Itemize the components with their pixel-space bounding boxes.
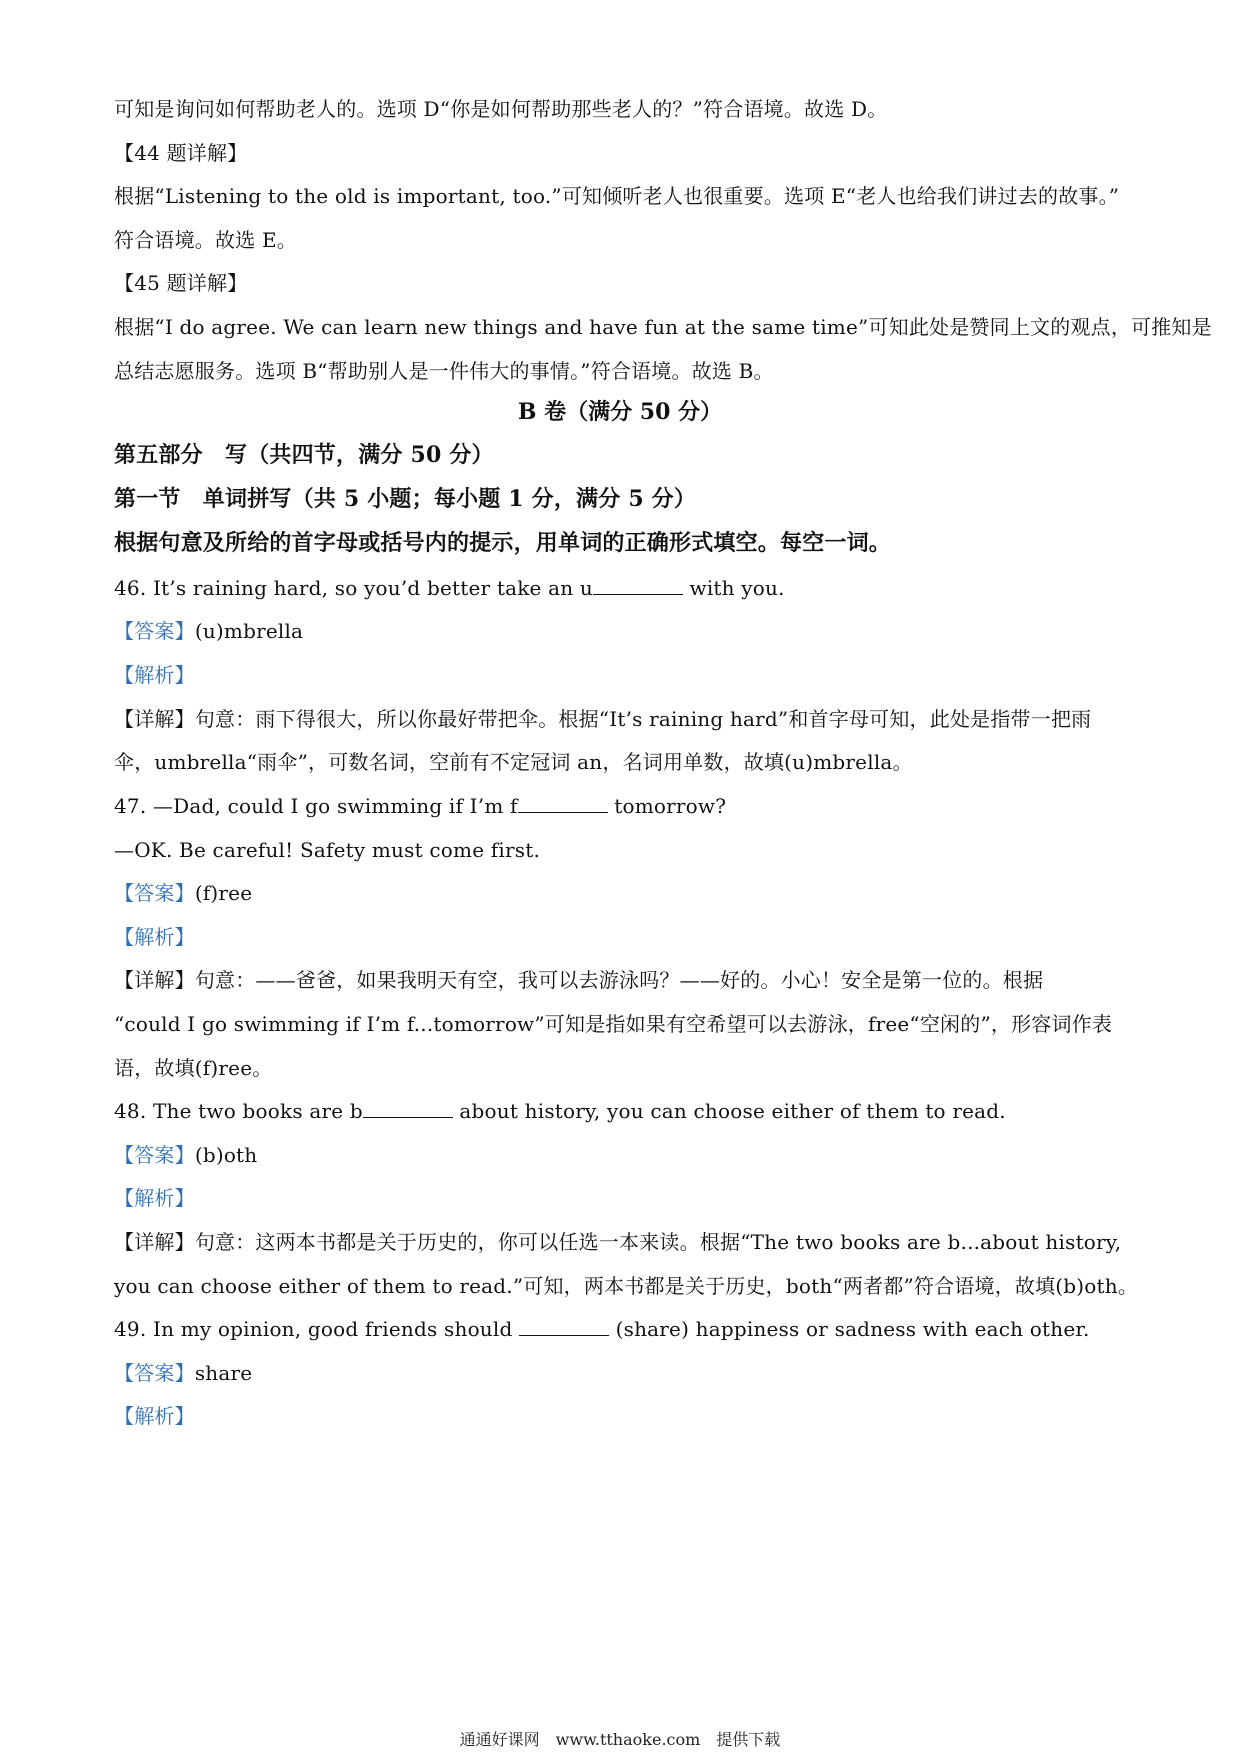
answer-tag: 【答案】 (114, 619, 195, 643)
explanation-47 (114, 967, 1134, 993)
question-text: 49. In my opinion, good friends should (114, 1317, 520, 1341)
detail-text: 句意：——爸爸，如果我明天有空，我可以去游泳吗？——好的。小心！安全是第一位的。根据 (194, 968, 1044, 992)
instructions: 根据句意及所给的首字母或括号内的提示，用单词的正确形式填空。每空一词。 (114, 530, 892, 556)
answer-49 (114, 1360, 1134, 1386)
text-line: 语，故填(f)ree。 (114, 1056, 273, 1080)
question-text: 47. —Dad, could I go swimming if I’m f (114, 794, 518, 818)
detail-tag: 【详解】 (114, 968, 195, 992)
question-text: (share) happiness or sadness with each other. (609, 1317, 1090, 1341)
answer-blank (518, 796, 608, 813)
question-48 (114, 1098, 1134, 1124)
text-line: 符合语境。故选 E。 (114, 228, 297, 252)
text-line: “could I go swimming if I’m f...tomorrow”可知是指如果有空希望可以去游泳，free“空闲的”，形容词作表 (114, 1012, 1113, 1036)
text-line: 总结志愿服务。选项 B“帮助别人是一件伟大的事情。”符合语境。故选 B。 (114, 359, 774, 383)
detail-tag: 【详解】 (114, 1230, 195, 1254)
section-title: 第一节 单词拼写（共 5 小题；每小题 1 分，满分 5 分） (114, 486, 697, 512)
answer-tag: 【答案】 (114, 881, 195, 905)
volume-title: B 卷（满分 50 分） (517, 399, 723, 425)
analysis-tag: 【解析】 (114, 663, 195, 687)
analysis-tag: 【解析】 (114, 1186, 195, 1210)
question-text: 48. The two books are b (114, 1099, 363, 1123)
detail-text: 句意：这两本书都是关于历史的，你可以任选一本来读。根据“The two books are b...about history, (194, 1230, 1122, 1254)
answer-47 (114, 880, 1134, 906)
answer-value: share (194, 1361, 253, 1385)
answer-value: (b)oth (194, 1143, 258, 1167)
question-text: about history, you can choose either of them to read. (452, 1099, 1006, 1123)
text-line: you can choose either of them to read.”可知，两本书都是关于历史，both“两者都”符合语境，故填(b)oth。 (114, 1274, 1139, 1298)
question-47-response: —OK. Be careful! Safety must come first. (114, 838, 541, 862)
page-footer: 通通好课网 www.tthaoke.com 提供下载 (459, 1730, 781, 1749)
explanation-46 (114, 706, 1134, 732)
analysis-tag: 【解析】 (114, 1404, 195, 1428)
question-text: 46. It’s raining hard, so you’d better take an u (114, 576, 593, 600)
detail-tag: 【详解】 (114, 707, 195, 731)
text-line: 伞，umbrella“雨伞”，可数名词，空前有不定冠词 an，名词用单数，故填(u)mbrella。 (114, 750, 913, 774)
question-49 (114, 1316, 1134, 1342)
answer-blank (519, 1319, 609, 1336)
question-47 (114, 793, 1134, 819)
analysis-tag: 【解析】 (114, 925, 195, 949)
answer-tag: 【答案】 (114, 1361, 195, 1385)
answer-blank (593, 578, 683, 595)
question-text: with you. (682, 576, 785, 600)
answer-46 (114, 618, 1134, 644)
answer-48 (114, 1142, 1134, 1168)
part-title: 第五部分 写（共四节，满分 50 分） (114, 442, 494, 468)
text-line: 根据“Listening to the old is important, too.”可知倾听老人也很重要。选项 E“老人也给我们讲过去的故事。” (114, 184, 1120, 208)
text-line: 可知是询问如何帮助老人的。选项 D“你是如何帮助那些老人的？”符合语境。故选 D。 (114, 97, 888, 121)
answer-tag: 【答案】 (114, 1143, 195, 1167)
text-line: 根据“I do agree. We can learn new things and have fun at the same time”可知此处是赞同上文的观点，可推知是 (114, 315, 1212, 339)
question-46 (114, 575, 1134, 601)
question-text: tomorrow? (607, 794, 727, 818)
section-heading-q44: 【44 题详解】 (114, 141, 248, 165)
answer-blank (363, 1101, 453, 1118)
detail-text: 句意：雨下得很大，所以你最好带把伞。根据“It’s raining hard”和首字母可知，此处是指带一把雨 (194, 707, 1092, 731)
answer-value: (u)mbrella (194, 619, 304, 643)
explanation-48 (114, 1229, 1134, 1255)
section-heading-q45: 【45 题详解】 (114, 271, 248, 295)
answer-value: (f)ree (194, 881, 253, 905)
